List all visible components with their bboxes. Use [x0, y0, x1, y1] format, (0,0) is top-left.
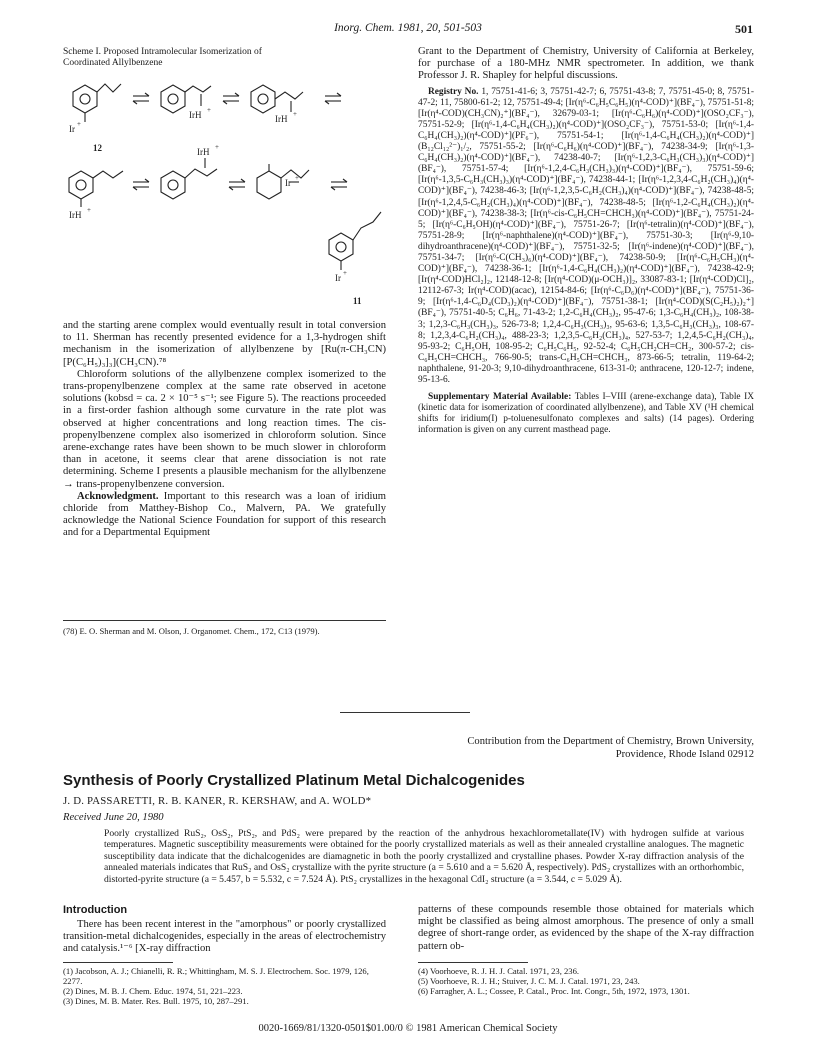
ir-allyl-intermediate [257, 164, 309, 199]
introduction-text-right: patterns of these compounds resemble those obtained for materials which might be classified as being almost amorphous. The presence of only a small degree of short-range order, as evidenced by the shape of the X-ray diffraction pattern ob- [418, 904, 754, 952]
journal-name: Inorg. Chem. [334, 22, 395, 34]
article-separator [340, 712, 470, 713]
label-plus-7: + [343, 269, 347, 277]
equilibrium-arrow-5 [229, 179, 245, 190]
label-plus-5: + [215, 143, 219, 151]
scheme-caption [63, 47, 383, 69]
footnote-4: (4) Voorhoeve, R. J. H. J. Catal. 1971, 23, 236. [418, 966, 580, 976]
footnote-2: (2) Dines, M. B. J. Chem. Educ. 1974, 51, 221–223. [63, 986, 243, 996]
affiliation-line-2: Providence, Rhode Island 02912 [615, 748, 754, 760]
article-abstract: Poorly crystallized RuS₂, OsS₂, PtS₂, and PdS₂ were prepared by the reaction of the anhydrous hexachlorometallate(IV) with hydrogen sulfide at various temperatures. Magnetic susceptibility measurements were obtained for the poorly crystallized materials as well as their annealed crystalline analogues. The magnetic susceptibility data indicate that the dichalcogenides are diamagnetic in both the poorly crystallized and crystalline phases. Powder X-ray diffraction analysis of the annealed materials indicates that RuS₂ and OsS₂ crystallize with the pyrite structure (a = 5.610 and a = 5.620 Å, respectively). PdS₂ crystallizes with an orthorhombic, distorted-pyrite structure (a = 5.457, b = 5.532, c = 7.524 Å). PtS₂ crystallizes in the hexagonal CdI₂ structure (a = 3.544, c = 5.029 Å). [104, 828, 744, 885]
footnote-5: (5) Voorhoeve, R. J. H.; Stuiver, J. C. M. J. Catal. 1971, 23, 243. [418, 976, 640, 986]
scheme-caption-line-1: Scheme I. Proposed Intramolecular Isomerization of [63, 47, 262, 57]
equilibrium-arrow-2 [223, 93, 239, 104]
label-irh-2: IrH [275, 114, 288, 124]
label-ir-2: Ir [285, 178, 291, 188]
allylbenzene-ir-complex [73, 84, 121, 122]
introduction-heading: Introduction [63, 904, 128, 916]
equilibrium-arrow-1 [133, 93, 149, 104]
label-plus-3: + [293, 110, 297, 118]
trans-propenylbenzene-ir-complex [329, 212, 381, 270]
journal-pages: 501-503 [443, 22, 482, 34]
supplementary-text: Tables I–VIII (arene-exchange data), Table IX (kinetic data for isomerization of coordinated allylbenzene), and Table XV (¹H chemical shifts for iridium(I) p-toluenesulfonato complexes and salts) (14 pages). Ordering information is given on any current masthead page. [418, 392, 754, 436]
page-number: 501 [735, 22, 753, 36]
registry-label: Registry No. [428, 86, 479, 97]
registry-numbers [418, 87, 754, 387]
right-column-body [418, 46, 754, 437]
irh-allyl-intermediate [161, 85, 211, 113]
label-ir-3: Ir [335, 273, 341, 283]
paragraph-acknowledgment [63, 491, 386, 540]
equilibrium-arrow-6 [331, 179, 347, 190]
supplementary-label: Supplementary Material Available: [428, 392, 572, 403]
introduction-left [63, 904, 386, 956]
scheme-caption-line-2: Coordinated Allylbenzene [63, 58, 163, 68]
contribution-affiliation [394, 736, 754, 761]
footnotes-right [418, 966, 754, 996]
paragraph-grant: Grant to the Department of Chemistry, University of California at Berkeley, for purchase of a 180-MHz NMR spectrometer. In addition, we thank Professor J. R. Shapley for helpful discussions. [418, 46, 754, 82]
left-column-body [63, 320, 386, 540]
equilibrium-arrow-3 [325, 93, 341, 104]
paragraph-isomerization: and the starting arene complex would eventually result in total conversion to 11. Sherman has recently presented evidence for a 1,3-hydrogen shift mechanism in the isomerization of allylbenzene by [Ru(π-CH₃CN)[P(C₆H₅)₃]₃](CH₃CN).⁷⁸ [63, 320, 386, 368]
supplementary-material [418, 392, 754, 436]
label-irh-1: IrH [189, 110, 202, 120]
scheme-diagram [63, 72, 393, 312]
label-plus-2: + [207, 106, 211, 114]
introduction-text-left: There has been recent interest in the "amorphous" or poorly crystallized transition-metal dichalcogenides, especially in the areas of electrochemistry and catalysis.¹⁻⁶ [X-ray diffraction [63, 919, 386, 955]
article-title: Synthesis of Poorly Crystallized Platinum Metal Dichalcogenides [63, 772, 525, 789]
irh-olefin-intermediate [161, 158, 217, 199]
footnote-1: (1) Jacobson, A. J.; Chianelli, R. R.; Whittingham, M. S. J. Electrochem. Soc. 1979, 126, 2277. [63, 966, 369, 986]
footnote-3: (3) Dines, M. B. Mater. Res. Bull. 1975, 10, 287–291. [63, 996, 249, 1006]
label-plus-4: + [87, 206, 91, 214]
label-irh-4: IrH [197, 147, 210, 157]
footnote-divider-right [418, 962, 528, 963]
label-compound-12: 12 [93, 143, 102, 153]
journal-year: 1981, [397, 22, 424, 34]
irh-propenyl-intermediate [251, 85, 303, 113]
label-compound-11: 11 [353, 296, 362, 306]
allylbenzene-irh-complex [69, 171, 123, 207]
article-authors: J. D. PASSARETTI, R. B. KANER, R. KERSHAW, and A. WOLD* [63, 795, 372, 807]
label-ir-1: Ir [69, 124, 75, 134]
acknowledgment-label: Acknowledgment. [77, 490, 159, 502]
copyright-footer: 0020-1669/81/1320-0501$01.00/0 © 1981 American Chemical Society [258, 1023, 558, 1034]
introduction-right [418, 904, 754, 953]
label-plus-6: + [295, 174, 299, 182]
journal-volume: 20, [426, 22, 441, 34]
footnote-divider-left [63, 962, 173, 963]
acknowledgment-text: Important to this research was a loan of iridium chloride from Matthey-Bishop Co., Malvern, PA. We gratefully acknowledge the National Science Foundation for support of this research and for a Departmental Equipment [63, 490, 386, 539]
received-date: Received June 20, 1980 [63, 812, 164, 823]
equilibrium-arrow-4 [133, 179, 149, 190]
footnote-78: (78) E. O. Sherman and M. Olson, J. Organomet. Chem., 172, C13 (1979). [63, 626, 320, 636]
label-irh-3: IrH [69, 210, 82, 220]
registry-text: 1, 75751-41-6; 3, 75751-42-7; 6, 75751-43-8; 7, 75751-45-0; 8, 75751-47-2; 11, 75800-61-2; 12, 75751-49-4; [Ir(η⁶-C₆H₅C₆H₅)(η⁴-COD)⁺](BF₄⁻), 75751-51-8; [Ir(η⁴-COD)(CH₃CN)₂⁺](BF₄⁻), 32679-03-1; [Ir(η⁶-C₆H₆)(η⁴-COD)⁺](OSO₂CF₃⁻), 75751-52-9; [Ir(η⁶-1,4-C₆H₄(CH₃)₂)(η⁴-COD)⁺](OSO₂CF₃⁻), 75751-53-0; [Ir(η⁶-1,4-C₆H₄(CH₃)₂)(η⁴-COD)⁺](PF₆⁻), 75751-54-1; [Ir(η⁶-1,4-C₆H₄(CH₃)₂)(η⁴-COD)⁺](B₁₂Cl₁₂²⁻)₁/₂, 75751-55-2; [Ir(η⁶-C₆H₆)(η⁴-COD)⁺](BF₄⁻), 74238-34-9; [Ir(η⁶-1,3-C₆H₄(CH₃)₂)(η⁴-COD)⁺](BF₄⁻), 74238-40-7; [Ir(η⁶-1,2,3-C₆H₃(CH₃)₃)(η⁴-COD)⁺](BF₄⁻), 75751-57-4; [Ir(η⁶-1,2,4-C₆H₃(CH₃)₃)(η⁴-COD)⁺](BF₄⁻), 75751-59-6; [Ir(η⁶-1,3,5-C₆H₃(CH₃)₃)(η⁴-COD)⁺](BF₄⁻), 74238-44-1; [Ir(η⁶-1,2,3,4-C₆H₂(CH₃)₄)(η⁴-COD)⁺](BF₄⁻), 74238-46-3; [Ir(η⁶-1,2,3,5-C₆H₂(CH₃)₄)(η⁴-COD)⁺](BF₄⁻), 74238-48-5; [Ir(η⁶-1,2,4,5-C₆H₂(CH₃)₄)(η⁴-COD)⁺](BF₄⁻), 74238-48-5; [Ir(η⁶-1,2-C₆H₄(CH₃)₂)(η⁴-COD)⁺](BF₄⁻), 74238-38-3; [Ir(η⁶-cis-C₆H₅CH=CHCH₃)(η⁴-COD)⁺](BF₄⁻), 75751-24-5; [Ir(η⁶-C₆H₅OH)(η⁴-COD)⁺](BF₄⁻), 75751-26-7; [Ir(η⁶-tetralin)(η⁴-COD)⁺](BF₄⁻), 75751-28-9; [Ir(η⁶-naphthalene)(η⁴-COD)⁺](BF₄⁻), 75751-30-3; [Ir(η⁶-9,10-dihydroanthracene)(η⁴-COD)⁺](BF₄⁻), 75751-32-5; [Ir(η⁶-indene)(η⁴-COD)⁺](BF₄⁻), 75751-34-7; [Ir(η⁶-C(CH₃)₆)(η⁴-COD)⁺](BF₄⁻), 74238-50-9; [Ir(η⁶-C₆H₅CH₃)(η⁴-COD)⁺](BF₄⁻), 74238-36-1; [Ir(η⁶-1,4-C₆H₄(CH₃)₂)(η⁴-COD)⁺](BF₄⁻), 74238-42-9; [Ir(η⁴-COD)HCl₂]₂, 12148-12-8; [Ir(η⁴-COD)(μ-OCH₃)]₂, 33087-83-1; [Ir(η⁴-COD)Cl]₂, 12112-67-3; Ir(η⁴-COD)(acac), 12154-84-6; [Ir(η⁶-C₆D₆)(η⁴-COD)⁺](BF₄⁻), 75751-36-9; [Ir(η⁶-1,4-C₆D₄(CD₃)₂)(η⁴-COD)⁺](BF₄⁻), 75751-38-1; [Ir(η⁴-COD)(S(C₂H₅)₂)₂⁺](BF₄⁻), 75751-40-5; C₆H₆, 71-43-2; 1,2-C₆H₄(CH₃)₂, 95-47-6; 1,3-C₆H₄(CH₃)₂, 108-38-3; 1,2,3-C₆H₃(CH₃)₃, 526-73-8; 1,2,4-C₆H₃(CH₃)₃, 95-63-6; 1,3,5-C₆H₃(CH₃)₃, 108-67-8; 1,2,3,4-C₆H₂(CH₃)₄, 488-23-3; 1,2,3,5-C₆H₂(CH₃)₄, 527-53-7; 1,2,4,5-C₆H₂(CH₃)₄, 95-93-2; C₆H₅OH, 108-95-2; C₆H₅C₆H₅, 92-52-4; C₆H₅CH₂CH=CH₂, 300-57-2; cis-C₆H₅CH=CHCH₃, 766-90-5; trans-C₆H₅CH=CHCH₃, 873-66-5; tetralin, 119-64-2; naphthalene, 91-20-3; 9,10-dihydroanthracene, 613-31-0; anthracene, 120-12-7; indene, 95-13-6. [418, 86, 754, 386]
paragraph-chloroform: Chloroform solutions of the allylbenzene complex isomerized to the trans-propenylbenzene complex at the same rate observed in acetone solutions (kobsd = ca. 2 × 10⁻⁵ s⁻¹; see Figure 5). The reactions proceeded in a first-order fashion although some curvature in the rate plot was observed at higher concentrations and long reaction times. The cis-propenylbenzene complex also isomerized in chloroform solution. Since arene-exchange rates have been shown to be much slower in chloroform than in acetone, it seems clear that arene dissociation is not rate determining. Scheme I presents a plausible mechanism for the allylbenzene → trans-propenylbenzene conversion. [63, 368, 386, 490]
affiliation-line-1: Contribution from the Department of Chemistry, Brown University, [467, 736, 754, 747]
footnote-6: (6) Farragher, A. L.; Cossee, P. Catal., Proc. Int. Congr., 5th, 1972, 1973, 1301. [418, 986, 690, 996]
footnote-divider-top [63, 620, 386, 621]
footnotes-left [63, 966, 386, 1006]
label-plus-1: + [77, 120, 81, 128]
